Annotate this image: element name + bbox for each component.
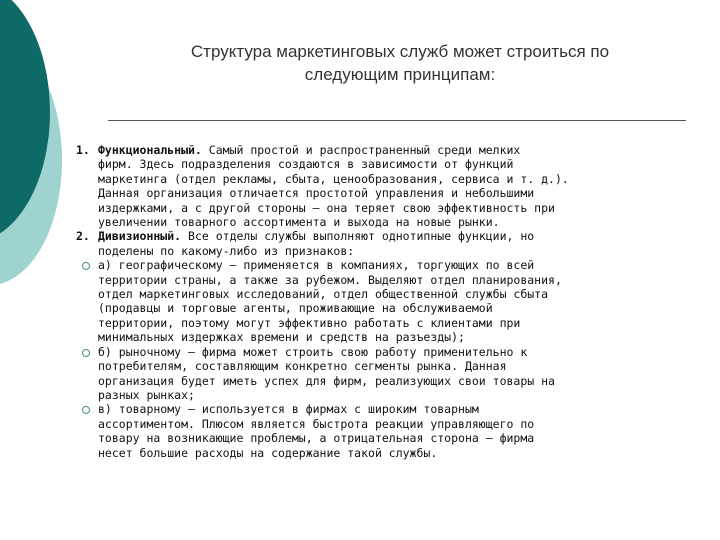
slide-body [76, 143, 686, 460]
item-line: в) товарному – используется в фирмах с широким товарным [98, 402, 479, 417]
item-line: отдел маркетинговых исследований, отдел общественной службы сбыта [98, 287, 549, 302]
item-line: издержками, а с другой стороны – она теряет свою эффективность при [98, 200, 555, 215]
bullet-item-geographic [76, 258, 686, 344]
title-line-1: Структура маркетинговых служб может строиться по [190, 42, 610, 61]
item-line: товару на возникающие проблемы, а отрицательная сторона – фирма [98, 431, 535, 446]
item-line: потребителям, составляющим конкретно сегменты рынка. Данная [98, 359, 507, 374]
item-line: маркетинга (отдел рекламы, сбыта, ценообразования, сервиса и т. д.). [98, 171, 569, 186]
item-heading: Дивизионный. [98, 229, 182, 244]
title-line-2: следующим принципам: [304, 65, 496, 84]
title-divider [108, 120, 686, 121]
item-line: фирм. Здесь подразделения создаются в зависимости от функций [98, 157, 514, 172]
item-line: несет большие расходы на содержание такой службы. [98, 445, 438, 460]
circle-bullet-icon [82, 349, 90, 357]
item-line: Дивизионный. Все отделы службы выполняют однотипные функции, но [98, 229, 535, 244]
item-heading: Функциональный. [98, 143, 202, 157]
item-line: увеличении товарного ассортимента и выхода на новые рынки. [98, 215, 500, 230]
item-line: Данная организация отличается простотой управления и небольшими [98, 186, 535, 201]
item-line: минимальных издержках времени и средств на разъезды); [98, 330, 465, 345]
item-line: поделены по какому-либо из признаков: [98, 243, 355, 258]
slide-title [110, 40, 690, 86]
item-number: 2. [76, 229, 90, 244]
item-line: ассортиментом. Плюсом является быстрота реакции управляющего по [98, 416, 535, 431]
circle-bullet-icon [82, 406, 90, 414]
numbered-item-functional [76, 143, 686, 229]
item-line: организация будет иметь успех для фирм, реализующих свои товары на [98, 373, 555, 388]
item-number: 1. [76, 143, 90, 157]
item-line: (продавцы и торговые агенты, проживающие на обслуживаемой [98, 301, 493, 316]
item-line: разных рынках; [98, 387, 195, 402]
bullet-item-market [76, 345, 686, 403]
item-line: а) географическому – применяется в компаниях, торгующих по всей [98, 258, 535, 273]
numbered-item-divisional [76, 229, 686, 258]
item-line: Функциональный. Самый простой и распространенный среди мелких [98, 143, 521, 157]
item-line: территории страны, а также за рубежом. Выделяют отдел планирования, [98, 272, 562, 287]
item-line: б) рыночному – фирма может строить свою работу применительно к [98, 344, 528, 359]
bullet-item-product [76, 402, 686, 460]
item-line: территории, поэтому могут эффективно работать с клиентами при [98, 315, 521, 330]
circle-bullet-icon [82, 262, 90, 270]
